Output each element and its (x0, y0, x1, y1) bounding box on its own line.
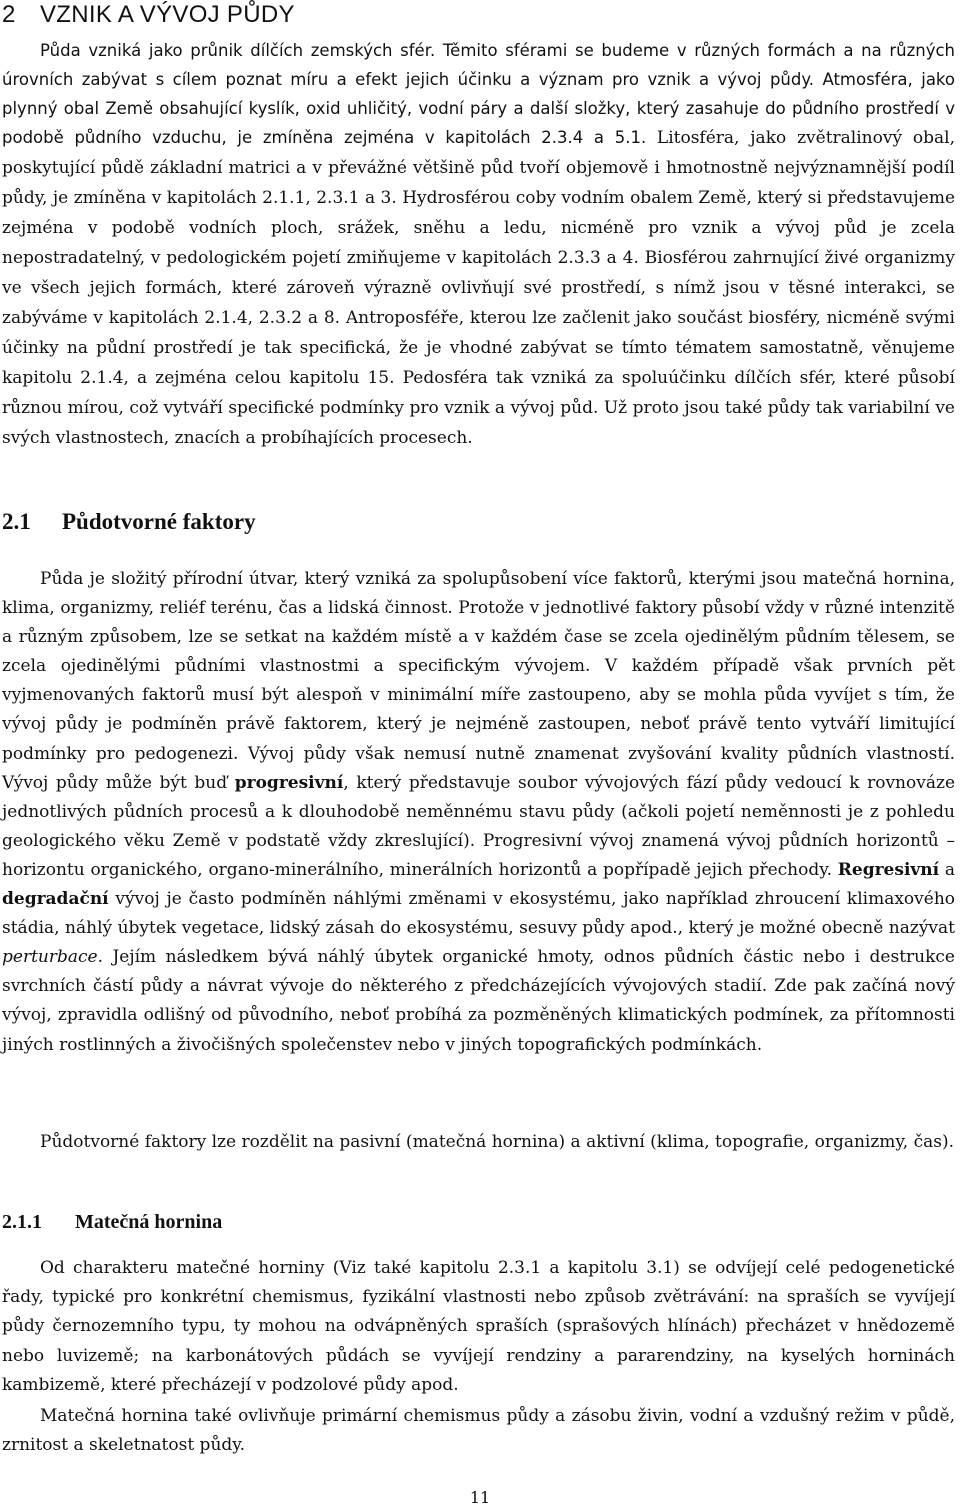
section-number: 2.1 (2, 509, 31, 534)
subsection-heading (2, 1207, 222, 1237)
term-regresivni: Regresivní (837, 859, 940, 880)
chapter-intro-paragraph (2, 36, 955, 453)
chapter-number: 2 (2, 1, 16, 28)
chapter-title: VZNIK A VÝVOJ PŮDY (40, 1, 295, 28)
text-run: a (944, 859, 956, 880)
text-run: Půda je složitý přírodní útvar, který vzniká za spolupůsobení více faktorů, kterými jsou matečná hornina, klima, organizmy, reliéf terénu, čas a lidská činnost. Protože v jednotlivé faktory působí vždy v různé intenzitě a různým způsobem, lze se setkat na každém místě a v každém čase se zcela ojedinělým půdním tělesem, se zcela ojedinělými půdními vlastnostmi a specifickým vývojem. V každém případě však prvních pět vyjmenovaných faktorů musí být alespoň v minimální míře zastoupeno, aby se mohla půda vyvíjet s tím, že vývoj půdy je podmíněn právě faktorem, který je nejméně zastoupen, neboť právě tento vytváří limitující podmínky pro pedogenezi. Vývoj půdy však nemusí nutně znamenat zvyšování kvality půdních vlastností. Vývoj půdy může být buď (2, 569, 955, 793)
section-paragraph (2, 565, 955, 1060)
section-heading (2, 506, 256, 538)
subsection-number: 2.1.1 (2, 1211, 42, 1233)
term-perturbace: perturbace (2, 947, 98, 968)
term-degradacni: degradační (2, 889, 109, 910)
page-number: 11 (469, 1488, 491, 1507)
term-progresivni: progresivní (234, 772, 344, 793)
subsection-paragraph-1: Od charakteru matečné horniny (Viz také kapitolu 2.3.1 a kapitolu 3.1) se odvíjejí celé pedogenetické řady, typické pro konkrétní chemismus, fyzikální vlastnosti nebo způsob zvětrávání: na spraších se vyvíjejí půdy černozemního typu, ty mohou na odvápněných spraších (sprašových hlínách) přecházet v hnědozemě nebo luvizemě; na karbonátových půdách se vyvíjejí rendziny a pararendziny, na kyselých horninách kambizemě, které přecházejí v podzolové půdy apod. (2, 1258, 955, 1395)
text-run: vývoj je často podmíněn náhlými změnami v ekosystému, jako například zhroucení klimaxového stádia, náhlý úbytek vegetace, lidský zásah do ekosystému, sesuvy půdy apod., který je možné obecně nazývat (2, 889, 956, 939)
section-paragraph-2: Půdotvorné faktory lze rozdělit na pasivní (matečná hornina) a aktivní (klima, topografie, organizmy, čas). (40, 1132, 954, 1152)
subsection-paragraph-2: Matečná hornina také ovlivňuje primární chemismus půdy a zásobu živin, vodní a vzdušný režim v půdě, zrnitost a skeletnatost půdy. (2, 1406, 955, 1455)
intro-text-part-b: Litosféra, jako zvětralinový obal, poskytující půdě základní matrici a v převážné většině půd tvoří objemově i hmotnostně nejvýznamnější podíl půdy, je zmíněna v kapitolách 2.1.1, 2.3.1 a 3. Hydrosférou coby vodním obalem Země, který si představujeme zejména v podobě vodních ploch, srážek, sněhu a ledu, nicméně pro vznik a vývoj půd je zcela nepostradatelný, v pedologickém pojetí zmiňujeme v kapitolách 2.3.3 a 4. Biosférou zahrnující živé organizmy ve všech jejich formách, které zároveň výrazně ovlivňují své prostředí, s nímž jsou v těsné interakci, se zabýváme v kapitolách 2.1.4, 2.3.2 a 8. Antroposféře, kterou lze začlenit jako součást biosféry, nicméně svými účinky na půdní prostředí je tak specifická, že je vhodné zabývat se tímto tématem samostatně, věnujeme kapitolu 2.1.4, a zejména celou kapitolu 15. Pedosféra tak vzniká za spoluúčinku dílčích sfér, které působí různou mírou, což vytváří specifické podmínky pro vznik a vývoj půd. Už proto jsou také půdy tak variabilní ve svých vlastnostech, znacích a probíhajících procesech. (2, 128, 955, 448)
text-run: , který představuje soubor vývojových fází půdy vedoucí k rovnováze jednotlivých půdních procesů a k dlouhodobě neměnnému stavu půdy (ačkoli pojetí neměnnosti je z pohledu geologického věku Země v podstatě vždy zkreslující). Progresivní vývoj znamená vývoj půdních horizontů – horizontu organického, organo-minerálního, minerálních horizontů a popřípadě jejich přechody. (2, 772, 955, 880)
text-run: . Jejím následkem bývá náhlý úbytek organické hmoty, odnos půdních částic nebo i destrukce svrchních částí půdy a návrat vývoje do některého z předcházejících vývojových stadií. Zde pak začíná nový vývoj, zpravidla odlišný od původního, neboť probíhá za pozměněných klimatických podmínek, za přítomnosti jiných rostlinných a živočišných společenstev nebo v jiných topografických podmínkách. (2, 947, 955, 1055)
subsection-title: Matečná hornina (75, 1211, 223, 1233)
section-title: Půdotvorné faktory (62, 509, 256, 534)
chapter-heading (2, 0, 295, 30)
intro-text-part-a: Půda vzniká jako průnik dílčích zemských sfér. Těmito sférami se budeme v různých formách a na různých úrovních zabývat s cílem poznat míru a efekt jejich účinku a význam pro vznik a vývoj půdy. Atmosféra, jako plynný obal Země obsahující kyslík, oxid uhličitý, vodní páry a další složky, který zasahuje do půdního prostředí v podobě půdního vzduchu, je zmíněna zejména v kapitolách 2.3.4 a 5.1. (2, 41, 955, 147)
